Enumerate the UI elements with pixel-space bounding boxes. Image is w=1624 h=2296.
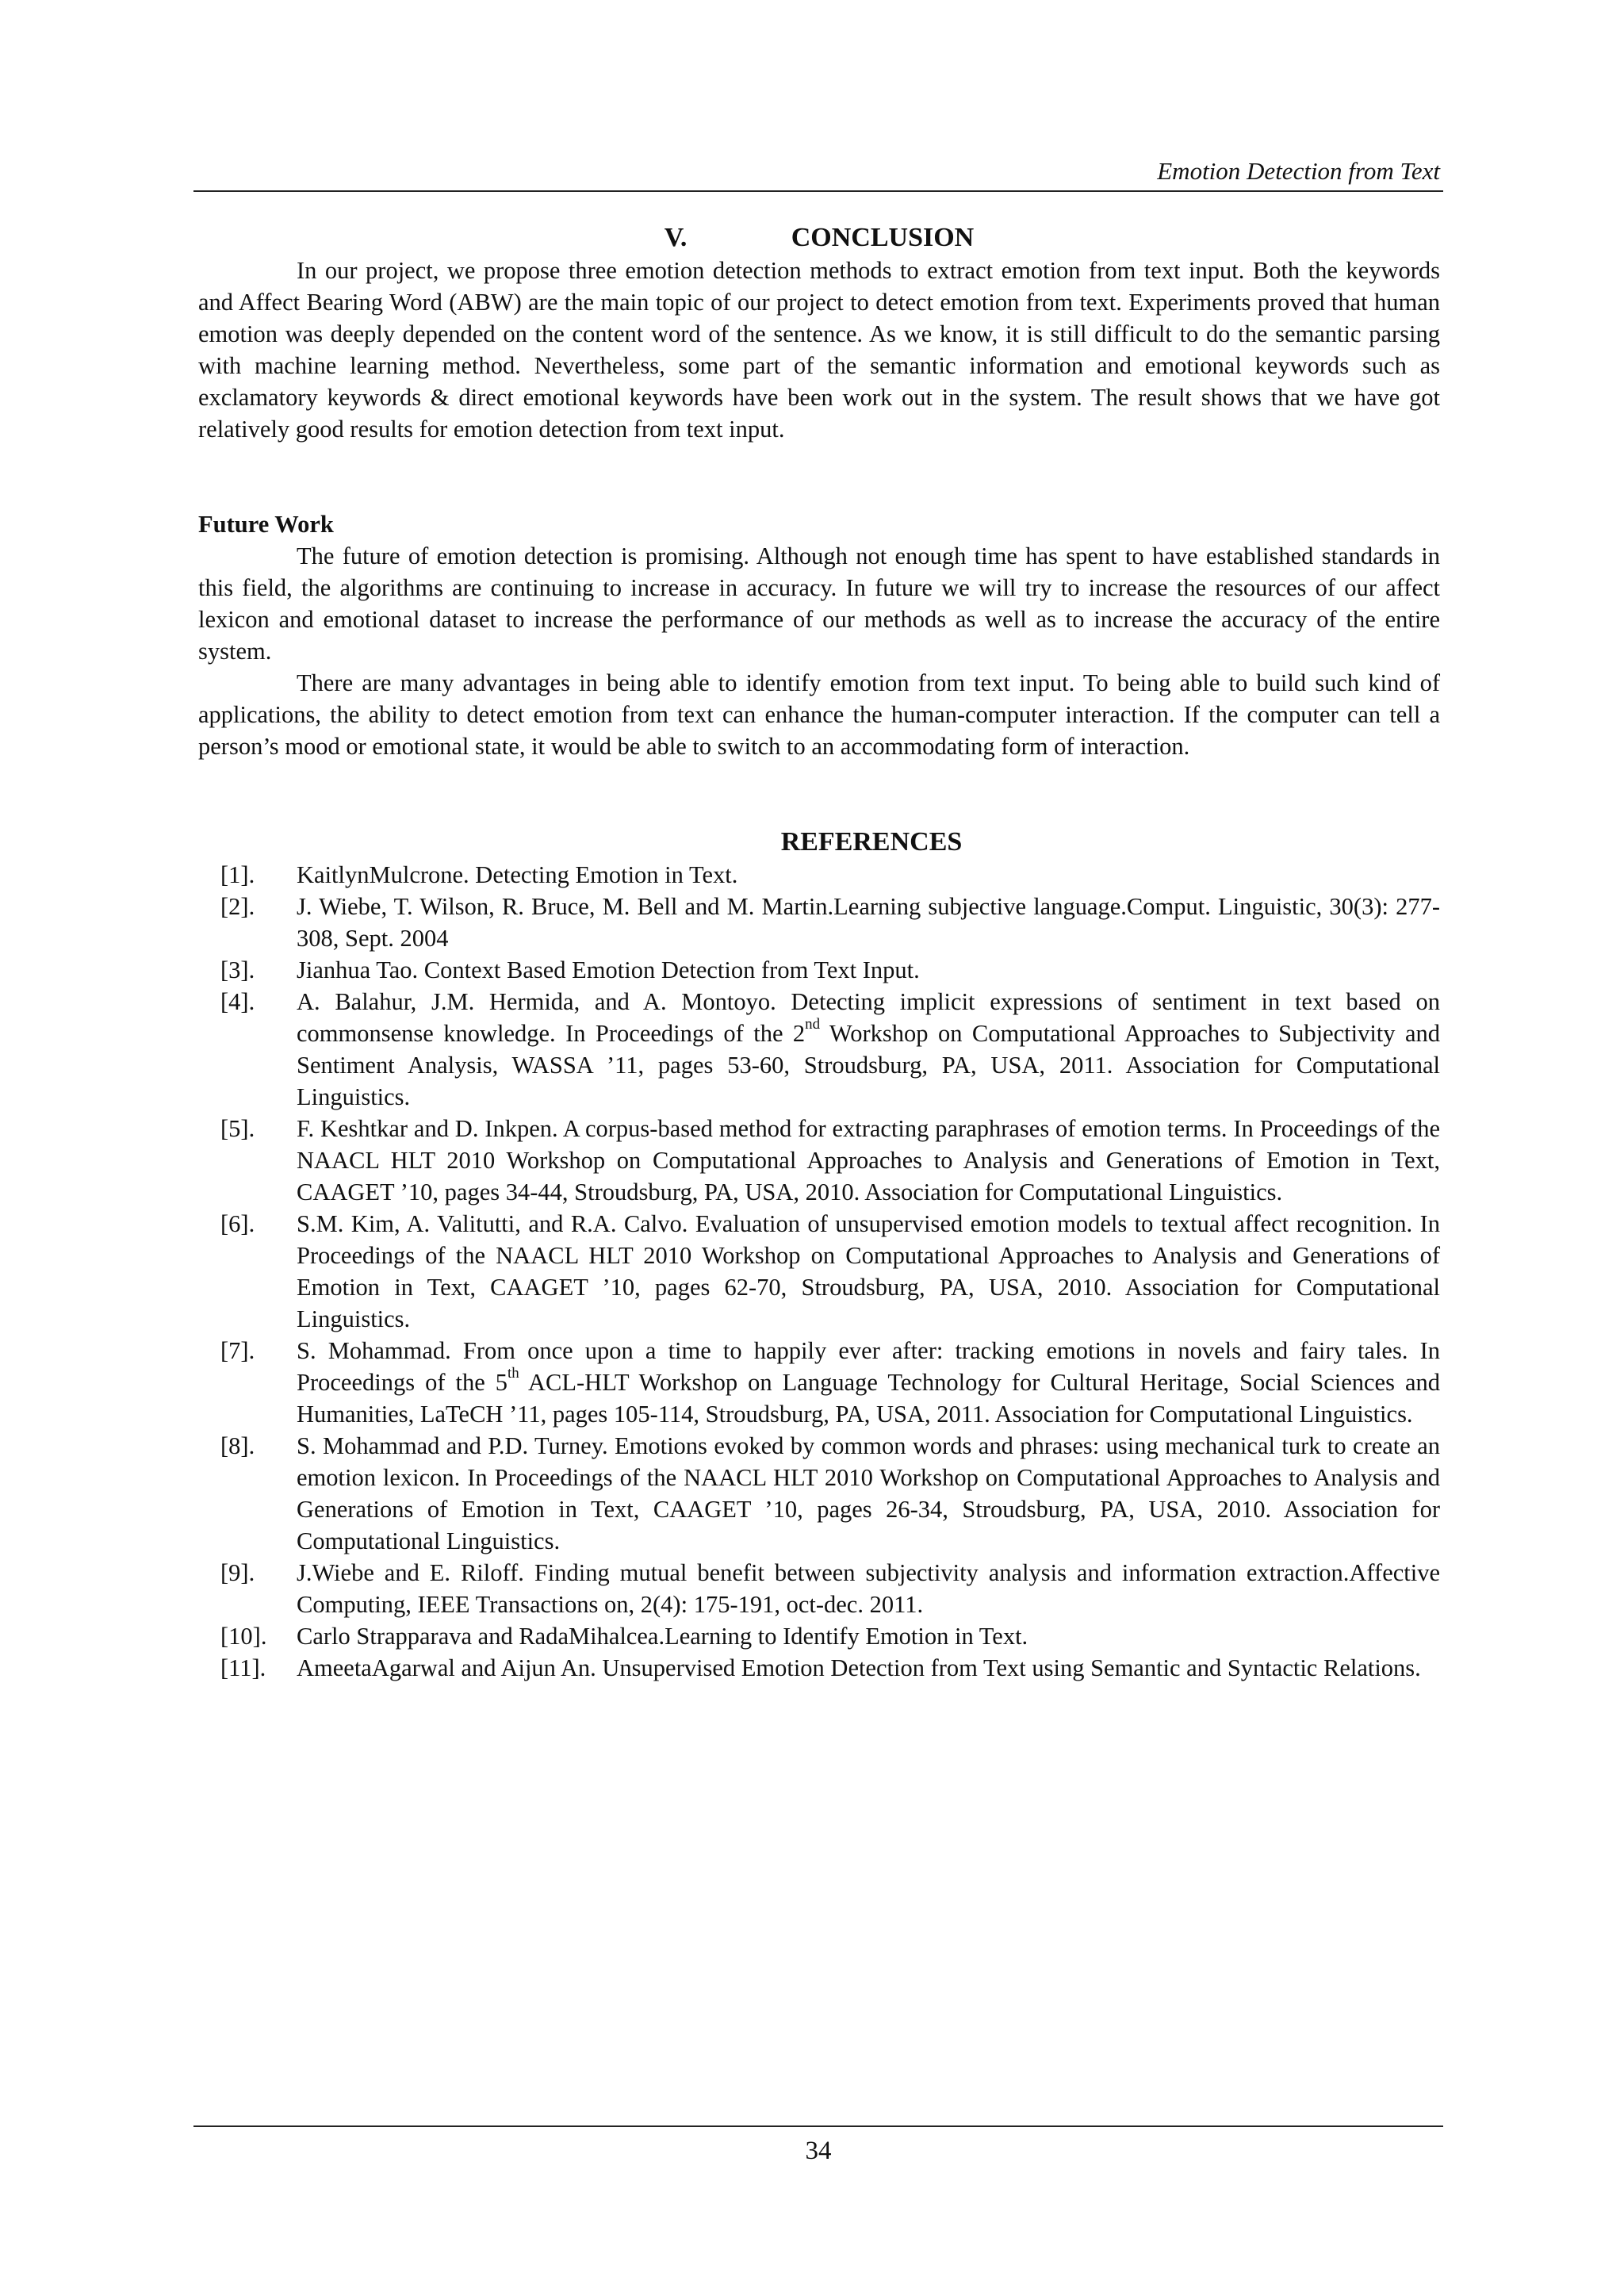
future-work-heading: Future Work — [198, 511, 334, 538]
reference-number: [1]. — [220, 861, 255, 888]
reference-item — [198, 1652, 1440, 1684]
reference-text-part: S. Mohammad. From once upon a time to happily ever after: tracking emotions in novels and fairy tales. In Proceedings of the 5 — [297, 1337, 1440, 1396]
reference-text-part: Workshop on Computational Approaches to Subjectivity and Sentiment Analysis, WASSA ’11, pages 53-60, Stroudsburg, PA, USA, 2011. Association for Computational Linguistics. — [297, 1020, 1440, 1110]
reference-text: KaitlynMulcrone. Detecting Emotion in Text. — [297, 861, 738, 888]
reference-number: [3]. — [220, 956, 255, 983]
reference-item — [198, 1557, 1440, 1620]
footer-rule — [193, 2125, 1443, 2127]
reference-text: AmeetaAgarwal and Aijun An. Unsupervised Emotion Detection from Text using Semantic and Syntactic Relations. — [297, 1654, 1421, 1681]
future-work-section — [198, 508, 1440, 762]
reference-number: [11]. — [220, 1654, 266, 1681]
future-work-paragraph-2: There are many advantages in being able to identify emotion from text input. To being able to build such kind of applications, the ability to detect emotion from text can enhance the human-computer interaction. If the computer can tell a person’s mood or emotional state, it would be able to switch to an accommodating form of interaction. — [198, 669, 1440, 760]
reference-text: F. Keshtkar and D. Inkpen. A corpus-based method for extracting paraphrases of emotion terms. In Proceedings of the NAACL HLT 2010 Workshop on Computational Approaches to Analysis and Generations of Emotion in Text, CAAGET ’10, pages 34-44, Stroudsburg, PA, USA, 2010. Association for Computational Linguistics. — [297, 1115, 1440, 1205]
reference-item — [198, 1430, 1440, 1557]
reference-text — [297, 986, 1440, 1113]
header-rule — [193, 190, 1443, 192]
ordinal-superscript: nd — [805, 1016, 821, 1033]
conclusion-body — [198, 255, 1440, 445]
reference-item — [198, 954, 1440, 986]
reference-text: Jianhua Tao. Context Based Emotion Detection from Text Input. — [297, 956, 920, 983]
conclusion-paragraph: In our project, we propose three emotion detection methods to extract emotion from text input. Both the keywords and Affect Bearing Word (ABW) are the main topic of our project to detect emotion from text. Experiments proved that human emotion was deeply depended on the content word of the sentence. As we know, it is still difficult to do the semantic parsing with machine learning method. Nevertheless, some part of the semantic information and emotional keywords such as exclamatory keywords & direct emotional keywords have been work out in the system. The result shows that we have got relatively good results for emotion detection from text input. — [198, 257, 1440, 443]
reference-text: J. Wiebe, T. Wilson, R. Bruce, M. Bell and M. Martin.Learning subjective language.Comput. Linguistic, 30(3): 277-308, Sept. 2004 — [297, 893, 1440, 952]
reference-text: S. Mohammad and P.D. Turney. Emotions evoked by common words and phrases: using mechanical turk to create an emotion lexicon. In Proceedings of the NAACL HLT 2010 Workshop on Computational Approaches to Analysis and Generations of Emotion in Text, CAAGET ’10, pages 26-34, Stroudsburg, PA, USA, 2010. Association for Computational Linguistics. — [297, 1432, 1440, 1554]
reference-item — [198, 1113, 1440, 1208]
reference-item — [198, 1620, 1440, 1652]
reference-text: J.Wiebe and E. Riloff. Finding mutual benefit between subjectivity analysis and information extraction.Affective Computing, IEEE Transactions on, 2(4): 175-191, oct-dec. 2011. — [297, 1559, 1440, 1618]
future-work-paragraph-1: The future of emotion detection is promising. Although not enough time has spent to have established standards in this field, the algorithms are continuing to increase in accuracy. In future we will try to increase the resources of our affect lexicon and emotional dataset to increase the performance of our methods as well as to increase the accuracy of the entire system. — [198, 542, 1440, 665]
reference-text-part: A. Balahur, J.M. Hermida, and A. Montoyo. Detecting implicit expressions of sentiment in text based on commonsense knowledge. In Proceedings of the 2 — [297, 988, 1440, 1047]
references-heading: REFERENCES — [780, 827, 963, 857]
reference-item — [198, 859, 1440, 891]
reference-number: [8]. — [220, 1432, 255, 1459]
reference-text: S.M. Kim, A. Valitutti, and R.A. Calvo. Evaluation of unsupervised emotion models to textual affect recognition. In Proceedings of the NAACL HLT 2010 Workshop on Computational Approaches to Analysis and Generations of Emotion in Text, CAAGET ’10, pages 62-70, Stroudsburg, PA, USA, 2010. Association for Computational Linguistics. — [297, 1210, 1440, 1332]
reference-text-part: ACL-HLT Workshop on Language Technology for Cultural Heritage, Social Sciences and Humanities, LaTeCH ’11, pages 105-114, Stroudsburg, PA, USA, 2011. Association for Computational Linguistics. — [297, 1369, 1440, 1428]
section-title: CONCLUSION — [791, 223, 975, 252]
reference-number: [5]. — [220, 1115, 255, 1142]
page-number: 34 — [805, 2137, 832, 2165]
reference-number: [2]. — [220, 893, 255, 920]
reference-text — [297, 1335, 1440, 1430]
references-list — [198, 859, 1440, 1684]
reference-number: [7]. — [220, 1337, 255, 1364]
reference-number: [10]. — [220, 1623, 267, 1650]
reference-text: Carlo Strapparava and RadaMihalcea.Learning to Identify Emotion in Text. — [297, 1623, 1028, 1650]
reference-item — [198, 986, 1440, 1113]
reference-number: [6]. — [220, 1210, 255, 1237]
reference-number: [4]. — [220, 988, 255, 1015]
section-number: V. — [664, 223, 688, 252]
reference-number: [9]. — [220, 1559, 255, 1586]
reference-item — [198, 1335, 1440, 1430]
reference-item — [198, 1208, 1440, 1335]
running-title: Emotion Detection from Text — [1157, 157, 1440, 185]
conclusion-heading — [198, 220, 1440, 255]
ordinal-superscript: th — [507, 1365, 519, 1382]
reference-item — [198, 891, 1440, 954]
